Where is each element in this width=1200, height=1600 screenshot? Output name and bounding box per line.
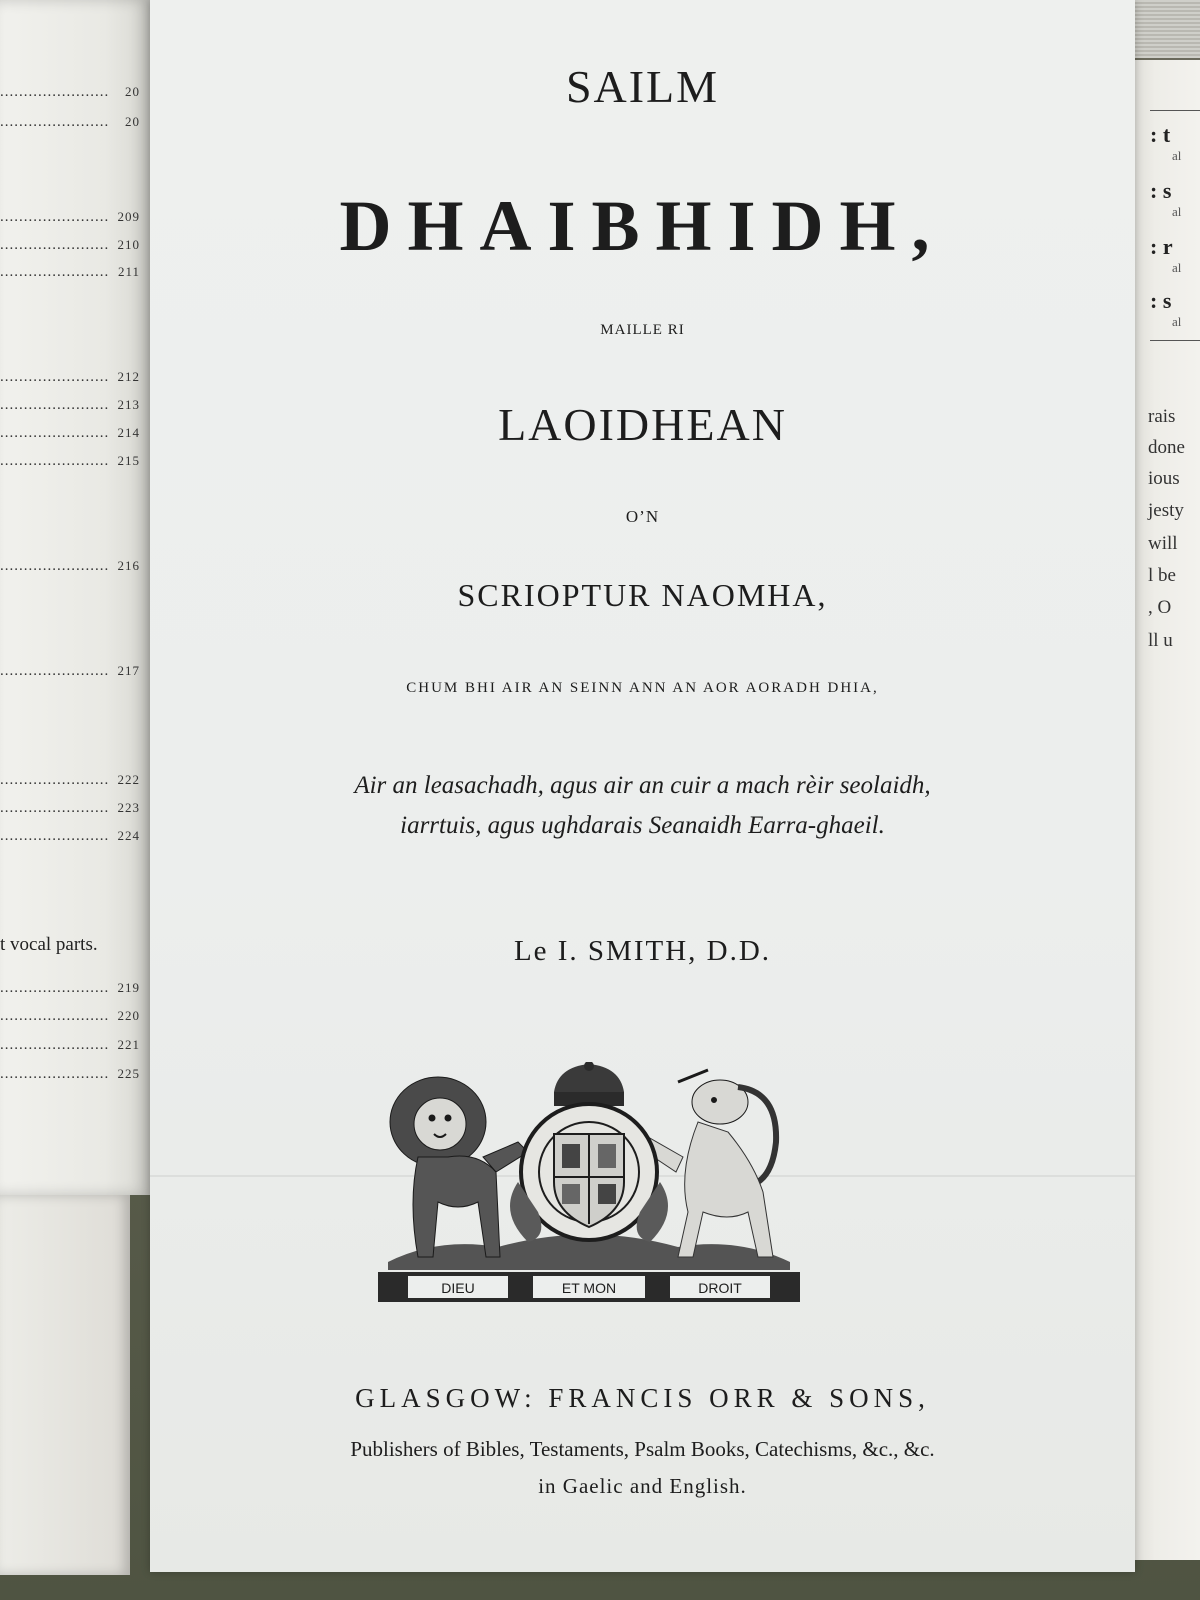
index-number: 215 <box>117 453 140 468</box>
index-number: 223 <box>117 800 140 815</box>
subtitle-maille-ri: MAILLE RI <box>600 322 685 338</box>
index-row: ....................... 225 <box>0 1066 140 1082</box>
index-row: ....................... 210 <box>0 237 140 253</box>
italic-line-2: iarrtuis, agus ughdarais Seanaidh Earra-ghaeil. <box>400 812 885 839</box>
right-text-line: ious <box>1148 468 1180 489</box>
index-number: 217 <box>117 663 140 678</box>
music-letter: s <box>1162 178 1172 203</box>
title-scrioptur-naomha: SCRIOPTUR NAOMHA, <box>457 577 828 613</box>
index-row: ....................... 213 <box>0 397 140 413</box>
title-sailm: SAILM <box>565 61 720 112</box>
index-number: 214 <box>117 425 140 440</box>
crown-icon <box>554 1062 624 1106</box>
index-row: ....................... 222 <box>0 772 140 788</box>
index-row: ....................... 224 <box>0 828 140 844</box>
index-number: 212 <box>117 369 140 384</box>
index-row: ....................... 214 <box>0 425 140 441</box>
title-laoidhean: LAOIDHEAN <box>498 399 787 450</box>
right-text-line: done <box>1148 437 1185 458</box>
music-small: al <box>1172 204 1182 219</box>
publisher-languages: in Gaelic and English. <box>538 1474 747 1498</box>
index-number: 220 <box>117 1008 140 1023</box>
index-row: ....................... 221 <box>0 1037 140 1053</box>
right-facing-page <box>1125 60 1200 1560</box>
music-row: : s al <box>1150 178 1200 220</box>
index-number: 20 <box>125 84 140 99</box>
index-number: 219 <box>117 980 140 995</box>
motto-word: DROIT <box>698 1280 742 1296</box>
index-number: 221 <box>117 1037 140 1052</box>
right-text-line: will <box>1148 533 1178 554</box>
music-letter: r <box>1162 234 1173 259</box>
rule <box>1150 110 1200 111</box>
index-row: ....................... 209 <box>0 209 140 225</box>
music-small: al <box>1172 148 1182 163</box>
index-row: ....................... 20 <box>0 114 140 130</box>
index-row: ....................... 211 <box>0 264 140 280</box>
index-number: 213 <box>117 397 140 412</box>
index-row: ....................... 216 <box>0 558 140 574</box>
music-small: al <box>1172 260 1182 275</box>
index-row: ....................... 223 <box>0 800 140 816</box>
right-text-line: , O <box>1148 597 1172 618</box>
index-row: ....................... 215 <box>0 453 140 469</box>
title-dhaibhidh: DHAIBHIDH, <box>339 186 946 266</box>
publisher-line: GLASGOW: FRANCIS ORR & SONS, <box>355 1383 930 1413</box>
index-number: 210 <box>117 237 140 252</box>
music-row: : t al <box>1150 122 1200 164</box>
royal-coat-of-arms <box>378 1062 800 1312</box>
music-small: al <box>1172 314 1182 329</box>
left-page-underlayer <box>0 1195 130 1575</box>
motto-scroll <box>378 1272 800 1302</box>
index-number: 216 <box>117 558 140 573</box>
index-number: 224 <box>117 828 140 843</box>
subtitle-on: O’N <box>625 507 660 526</box>
vocal-parts-text: t vocal parts. <box>0 934 98 955</box>
index-number: 225 <box>117 1066 140 1081</box>
right-text-line: ll u <box>1148 630 1173 651</box>
right-text-line: l be <box>1148 565 1176 586</box>
lion-icon <box>390 1077 528 1257</box>
right-text-line: jesty <box>1148 500 1184 521</box>
right-text-line: rais <box>1148 406 1176 427</box>
index-row: ....................... 219 <box>0 980 140 996</box>
subtitle-chum: CHUM BHI AIR AN SEINN ANN AN AOR AORADH DHIA, <box>406 680 879 696</box>
index-row: ....................... 20 <box>0 84 140 100</box>
italic-line-1: Air an leasachadh, agus air an cuir a mach rèir seolaidh, <box>354 772 931 799</box>
author-line: Le I. SMITH, D.D. <box>513 935 772 967</box>
index-number: 209 <box>117 209 140 224</box>
index-number: 211 <box>117 264 140 279</box>
index-row: ....................... 217 <box>0 663 140 679</box>
music-row: : s al <box>1150 288 1200 330</box>
motto-word: ET MON <box>561 1280 617 1296</box>
music-letter: s <box>1162 288 1172 313</box>
index-row: ....................... 220 <box>0 1008 140 1024</box>
index-number: 222 <box>117 772 140 787</box>
rule <box>1150 340 1200 341</box>
music-row: : r al <box>1150 234 1200 276</box>
music-letter: t <box>1162 122 1171 147</box>
index-number: 20 <box>125 114 140 129</box>
motto-word: DIEU <box>441 1280 475 1296</box>
index-row: ....................... 212 <box>0 369 140 385</box>
publisher-description: Publishers of Bibles, Testaments, Psalm Books, Catechisms, &c., &c. <box>350 1437 935 1461</box>
